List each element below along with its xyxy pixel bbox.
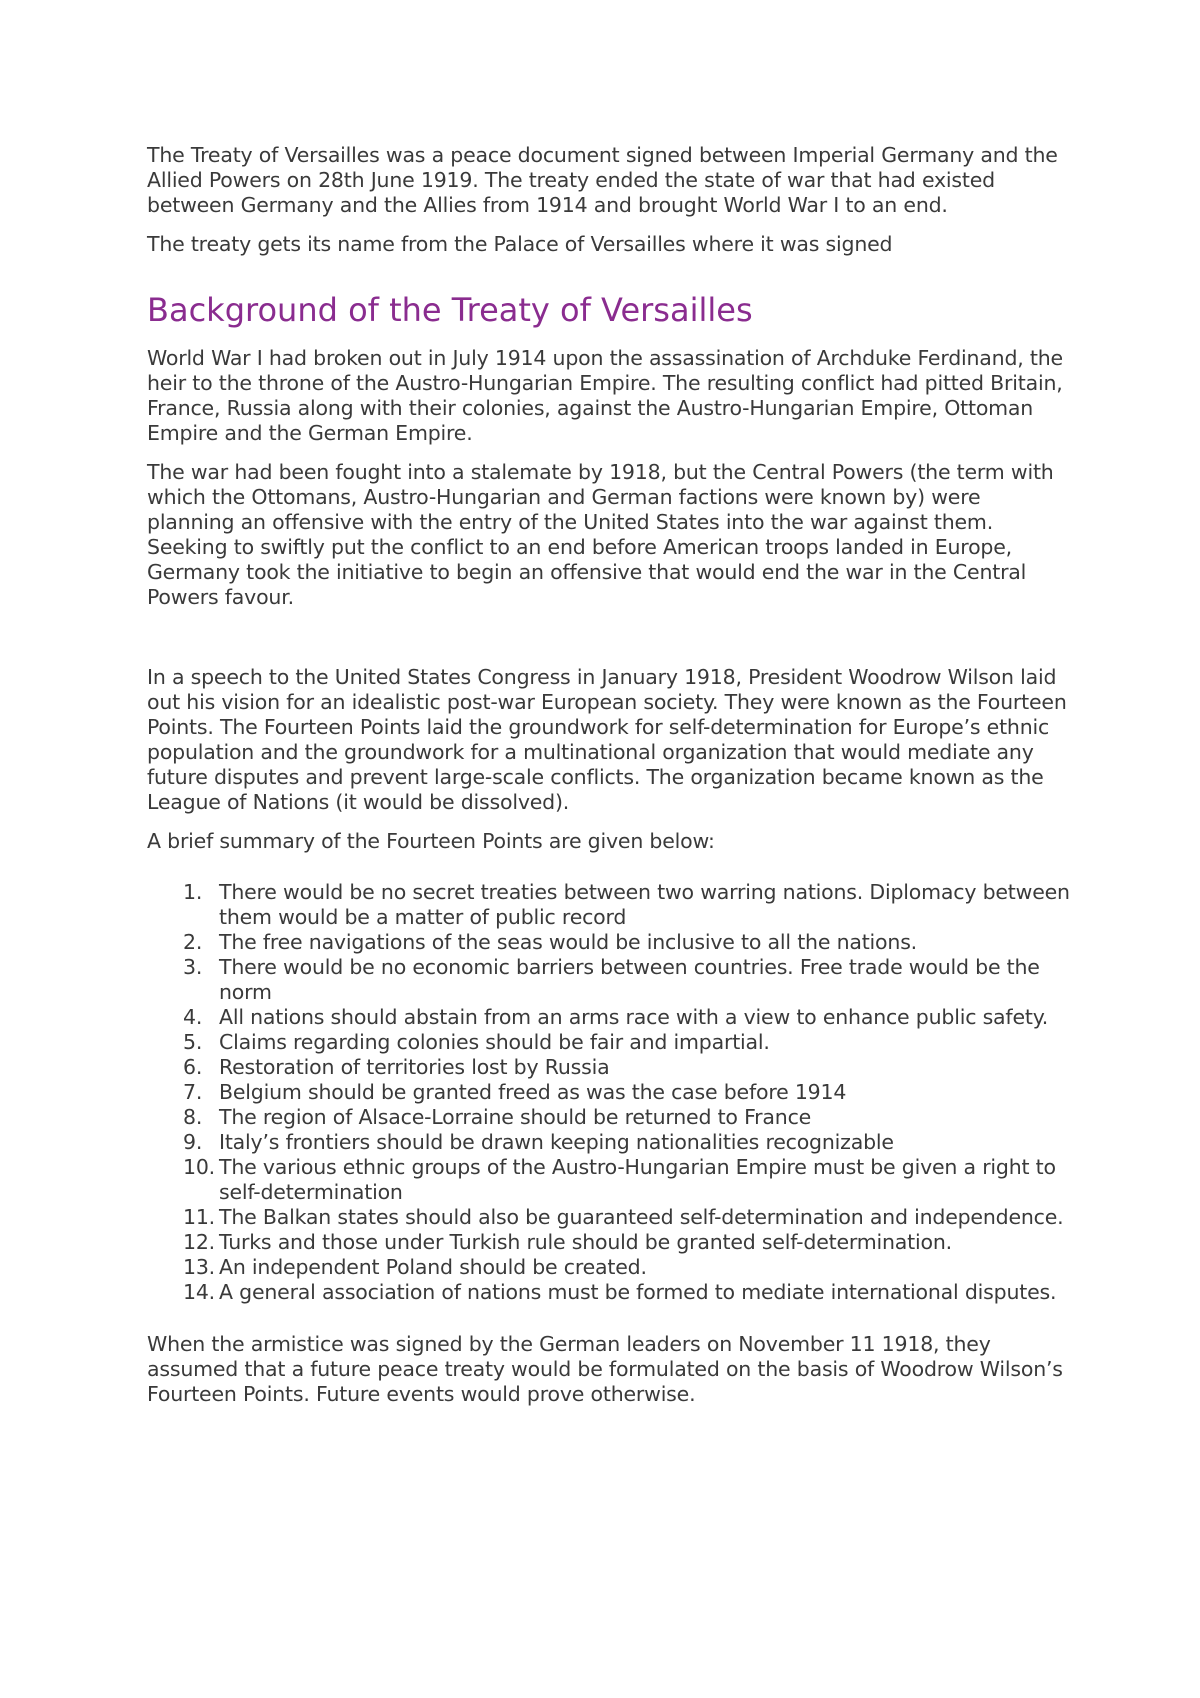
list-item	[147, 930, 1072, 955]
list-item-number: 12.	[183, 1230, 216, 1254]
list-item-text: Belgium should be granted freed as was the case before 1914	[219, 1080, 847, 1104]
list-item	[147, 955, 1072, 1005]
list-item-text: Restoration of territories lost by Russia	[219, 1055, 610, 1079]
list-item	[147, 1105, 1072, 1130]
list-item-text: The Balkan states should also be guaranteed self-determination and independence.	[219, 1205, 1064, 1229]
list-item-number: 3.	[183, 955, 203, 979]
list-item-text: Claims regarding colonies should be fair and impartial.	[219, 1030, 770, 1054]
list-item-number: 1.	[183, 880, 203, 904]
list-item-number: 8.	[183, 1105, 203, 1129]
list-item-number: 13.	[183, 1255, 216, 1279]
list-item-number: 10.	[183, 1155, 216, 1179]
list-item	[147, 1080, 1072, 1105]
intro-paragraph-1: The Treaty of Versailles was a peace document signed between Imperial Germany and the Allied Powers on 28th June 1919. The treaty ended the state of war that had existed between Germany and the Allies from 1914 and brought World War I to an end.	[147, 143, 1058, 217]
list-item	[147, 1005, 1072, 1030]
background-paragraph-3: In a speech to the United States Congress in January 1918, President Woodrow Wilson laid out his vision for an idealistic post-war European society. They were known as the Fourteen Points. The Fourteen Points laid the groundwork for self-determination for Europe’s ethnic population and the groundwork for a multinational organization that would mediate any future disputes and prevent large-scale conflicts. The organization became known as the League of Nations (it would be dissolved).	[147, 665, 1067, 814]
list-item	[147, 1155, 1072, 1205]
list-item	[147, 1230, 1072, 1255]
list-item	[147, 1130, 1072, 1155]
list-item	[147, 1205, 1072, 1230]
list-item	[147, 1280, 1072, 1305]
section-heading: Background of the Treaty of Versailles	[147, 291, 753, 329]
list-item-text: Italy’s frontiers should be drawn keeping nationalities recognizable	[219, 1130, 894, 1154]
background-paragraph-2: The war had been fought into a stalemate by 1918, but the Central Powers (the term with which the Ottomans, Austro-Hungarian and German factions were known by) were planning an offensive with the entry of the United States into the war against them. Seeking to swiftly put the conflict to an end before American troops landed in Europe, Germany took the initiative to begin an offensive that would end the war in the Central Powers favour.	[147, 460, 1054, 609]
intro-paragraph-2: The treaty gets its name from the Palace of Versailles where it was signed	[147, 232, 893, 256]
list-item-number: 9.	[183, 1130, 203, 1154]
list-item-text: All nations should abstain from an arms race with a view to enhance public safety.	[219, 1005, 1049, 1029]
fourteen-points-list	[147, 880, 1072, 1305]
document-page	[147, 143, 1072, 1407]
list-item	[147, 1255, 1072, 1280]
closing-paragraph: When the armistice was signed by the German leaders on November 11 1918, they assumed that a future peace treaty would be formulated on the basis of Woodrow Wilson’s Fourteen Points. Future events would prove otherwise.	[147, 1332, 1063, 1406]
list-item-text: An independent Poland should be created.	[219, 1255, 647, 1279]
list-item-number: 2.	[183, 930, 203, 954]
list-item-number: 4.	[183, 1005, 203, 1029]
list-item-number: 5.	[183, 1030, 203, 1054]
list-item-text: A general association of nations must be formed to mediate international disputes.	[219, 1280, 1057, 1304]
list-item	[147, 1030, 1072, 1055]
list-item-text: Turks and those under Turkish rule should be granted self-determination.	[219, 1230, 952, 1254]
background-paragraph-1: World War I had broken out in July 1914 upon the assassination of Archduke Ferdinand, the heir to the throne of the Austro-Hungarian Empire. The resulting conflict had pitted Britain, France, Russia along with their colonies, against the Austro-Hungarian Empire, Ottoman Empire and the German Empire.	[147, 346, 1063, 445]
list-item-number: 6.	[183, 1055, 203, 1079]
list-item-text: There would be no economic barriers between countries. Free trade would be the norm	[219, 955, 1040, 1004]
list-item-text: The free navigations of the seas would be inclusive to all the nations.	[219, 930, 917, 954]
list-item-text: The region of Alsace-Lorraine should be returned to France	[219, 1105, 812, 1129]
list-item-number: 14.	[183, 1280, 216, 1304]
background-paragraph-4: A brief summary of the Fourteen Points are given below:	[147, 829, 715, 853]
list-item-text: There would be no secret treaties between two warring nations. Diplomacy between them would be a matter of public record	[219, 880, 1070, 929]
list-item-number: 7.	[183, 1080, 203, 1104]
list-item-text: The various ethnic groups of the Austro-Hungarian Empire must be given a right to self-determination	[219, 1155, 1056, 1204]
list-item-number: 11.	[183, 1205, 216, 1229]
list-item	[147, 880, 1072, 930]
list-item	[147, 1055, 1072, 1080]
